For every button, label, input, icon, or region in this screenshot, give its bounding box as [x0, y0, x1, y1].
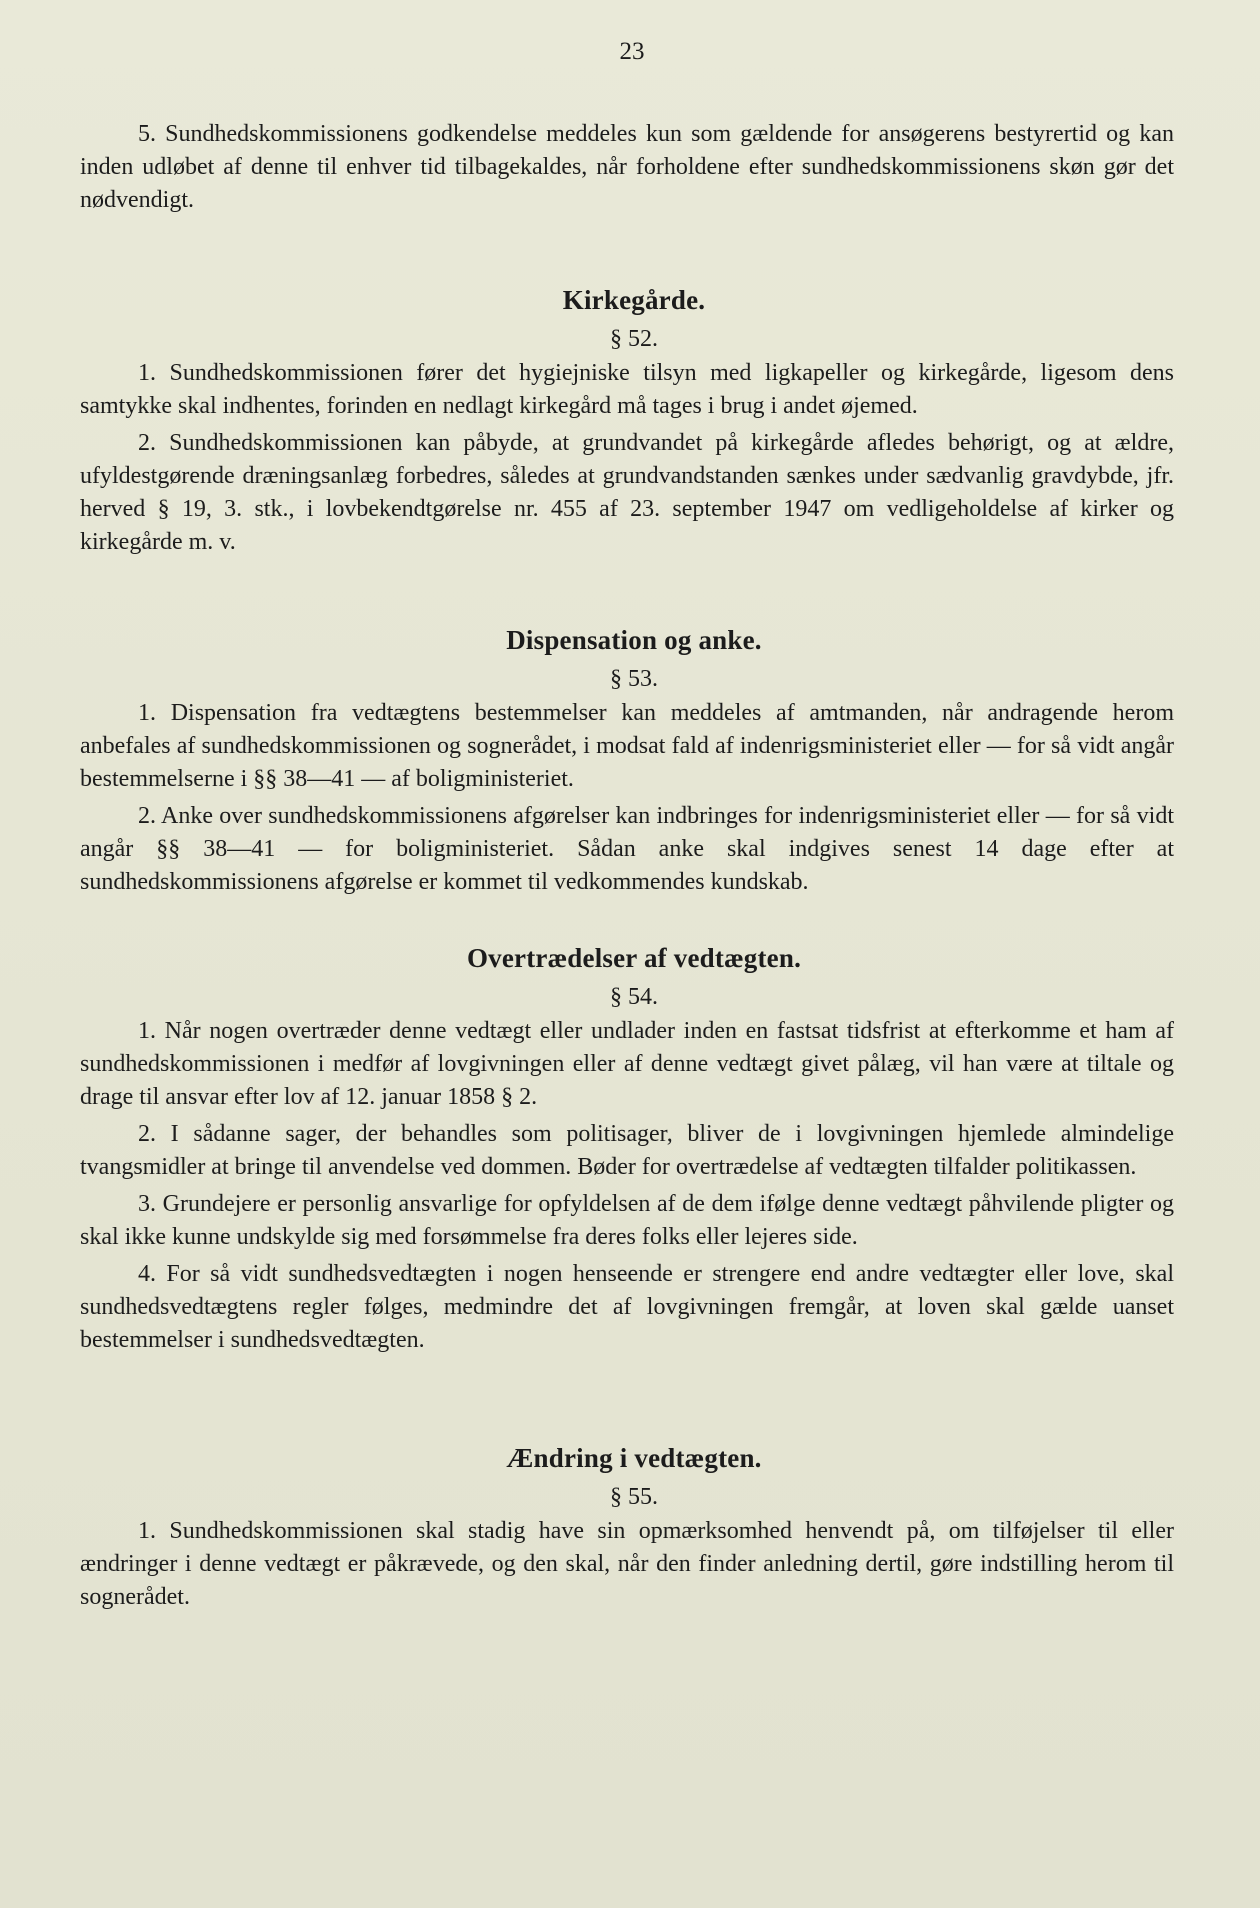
section-52 [80, 285, 1174, 559]
section-54-paragraph-4: 4. For så vidt sundhedsvedtægten i nogen henseende er strengere end andre vedtægter eller love, skal sundhedsvedtægtens regler følges, medmindre det af lovgivningen fremgår, at loven skal gælde uanset bestemmelser i sundhedsvedtægten. [80, 1261, 1174, 1353]
section-heading-dispensation: Dispensation og anke. [506, 625, 762, 655]
section-number-55: § 55. [610, 1484, 658, 1510]
section-55 [80, 1443, 1174, 1614]
section-54 [80, 943, 1174, 1357]
section-heading-kirkegaarde: Kirkegårde. [562, 285, 706, 315]
section-52-paragraph-2: 2. Sundhedskommissionen kan påbyde, at grundvandet på kirkegårde afledes behørigt, og at ældre, ufyldestgørende dræningsanlæg forbedres, således at grundvandstanden sænkes under sædvanlig gravdybde, jfr. herved § 19, 3. stk., i lovbekendtgørelse nr. 455 af 23. september 1947 om vedligeholdelse af kirker og kirkegårde m. v. [80, 430, 1174, 555]
section-53-paragraph-2: 2. Anke over sundhedskommissionens afgørelser kan indbringes for indenrigsministeriet eller — for så vidt angår §§ 38—41 — for boligministeriet. Sådan anke skal indgives senest 14 dage efter at sundhedskommissionens afgørelse er kommet til vedkommendes kundskab. [80, 803, 1174, 895]
section-heading-aendring: Ændring i vedtægten. [506, 1443, 762, 1473]
section-54-paragraph-2: 2. I sådanne sager, der behandles som politisager, bliver de i lovgivningen hjemlede almindelige tvangsmidler at bringe til anvendelse ved dommen. Bøder for overtrædelse af vedtægten tilfalder politikassen. [80, 1121, 1174, 1180]
section-54-paragraph-1: 1. Når nogen overtræder denne vedtægt eller undlader inden en fastsat tidsfrist at efterkomme et ham af sundhedskommissionen i medfør af lovgivningen eller af denne vedtægt givet pålæg, vil han være at tiltale og drage til ansvar efter lov af 12. januar 1858 § 2. [80, 1018, 1174, 1110]
section-54-paragraph-3: 3. Grundejere er personlig ansvarlige for opfyldelsen af de dem ifølge denne vedtægt påhvilende pligter og skal ikke kunne undskylde sig med forsømmelse fra deres folks eller lejeres side. [80, 1191, 1174, 1250]
section-number-53: § 53. [610, 666, 658, 692]
section-number-52: § 52. [610, 326, 658, 352]
section-53-paragraph-1: 1. Dispensation fra vedtægtens bestemmelser kan meddeles af amtmanden, når andragende herom anbefales af sundhedskommissionen og sognerådet, i modsat fald af indenrigsministeriet eller — for så vidt angår bestemmelserne i §§ 38—41 — af boligministeriet. [80, 700, 1174, 792]
section-52-paragraph-1: 1. Sundhedskommissionen fører det hygiejniske tilsyn med ligkapeller og kirkegårde, ligesom dens samtykke skal indhentes, forinden en nedlagt kirkegård må tages i brug i andet øjemed. [80, 360, 1174, 419]
section-number-54: § 54. [610, 984, 658, 1010]
intro-paragraph: 5. Sundhedskommissionens godkendelse meddeles kun som gældende for ansøgerens bestyrertid og kan inden udløbet af denne til enhver tid tilbagekaldes, når forholdene efter sundhedskommissionens skøn gør det nødvendigt. [80, 121, 1174, 213]
page-number: 23 [619, 38, 645, 65]
section-heading-overtraedelser: Overtrædelser af vedtægten. [466, 943, 802, 973]
section-55-paragraph-1: 1. Sundhedskommissionen skal stadig have sin opmærksomhed henvendt på, om tilføjelser til eller ændringer i denne vedtægt er påkrævede, og den skal, når den finder anledning dertil, gøre indstilling herom til sognerådet. [80, 1518, 1174, 1610]
section-53 [80, 625, 1174, 899]
